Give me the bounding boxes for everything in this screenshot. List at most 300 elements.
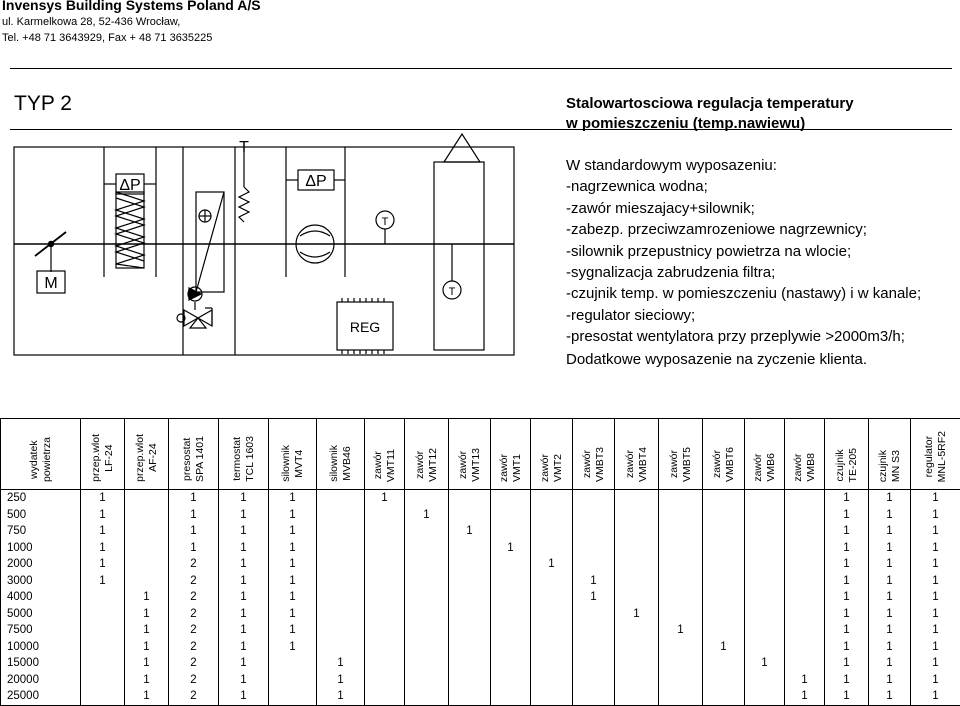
- quantity-cell: 1: [269, 556, 317, 573]
- quantity-cell: 2: [169, 622, 219, 639]
- quantity-cell: [703, 573, 745, 590]
- quantity-cell: 2: [169, 589, 219, 606]
- quantity-cell: 1: [169, 507, 219, 524]
- column-header-label: zawór VMB6: [752, 449, 778, 486]
- quantity-cell: [81, 655, 125, 672]
- quantity-cell: [615, 523, 659, 540]
- quantity-cell: [317, 573, 365, 590]
- description-line: -sygnalizacja zabrudzenia filtra;: [566, 262, 921, 283]
- quantity-cell: 1: [491, 540, 531, 557]
- quantity-cell: [659, 523, 703, 540]
- quantity-cell: 1: [869, 490, 911, 507]
- quantity-cell: [615, 622, 659, 639]
- quantity-cell: 1: [911, 606, 960, 623]
- quantity-cell: [745, 688, 785, 705]
- column-header: [745, 419, 785, 490]
- quantity-cell: [659, 573, 703, 590]
- quantity-cell: [531, 589, 573, 606]
- quantity-cell: [405, 490, 449, 507]
- quantity-cell: [615, 507, 659, 524]
- quantity-cell: [745, 589, 785, 606]
- frost-thermostat-label: T: [239, 139, 249, 156]
- quantity-cell: [531, 490, 573, 507]
- quantity-cell: 1: [81, 490, 125, 507]
- quantity-cell: 1: [219, 622, 269, 639]
- quantity-cell: 1: [825, 573, 869, 590]
- quantity-cell: [531, 540, 573, 557]
- quantity-cell: [491, 523, 531, 540]
- quantity-cell: [615, 655, 659, 672]
- column-header-label: silownik MVT4: [280, 441, 306, 486]
- quantity-cell: [785, 622, 825, 639]
- duct-sensor-label: T: [382, 216, 389, 228]
- quantity-cell: 1: [81, 540, 125, 557]
- quantity-cell: [659, 606, 703, 623]
- description-line: -regulator sieciowy;: [566, 305, 921, 326]
- quantity-cell: [703, 507, 745, 524]
- quantity-cell: 1: [269, 573, 317, 590]
- quantity-cell: [317, 606, 365, 623]
- quantity-cell: [317, 507, 365, 524]
- quantity-cell: [703, 622, 745, 639]
- quantity-cell: 1: [125, 655, 169, 672]
- column-header: [491, 419, 531, 490]
- hvac-schematic: [0, 132, 550, 372]
- column-header-label: wydatek powietrza: [28, 433, 54, 486]
- column-header-label: zawór VMT2: [539, 450, 565, 486]
- quantity-cell: 1: [125, 589, 169, 606]
- quantity-cell: 1: [703, 639, 745, 656]
- column-header-label: regulator MNL-5RF2: [923, 427, 949, 486]
- column-header: [825, 419, 869, 490]
- column-header: [317, 419, 365, 490]
- quantity-cell: [449, 672, 491, 689]
- quantity-cell: 1: [825, 606, 869, 623]
- quantity-cell: [703, 540, 745, 557]
- quantity-cell: 2: [169, 688, 219, 705]
- quantity-cell: 1: [785, 688, 825, 705]
- description-line: -zawór mieszajacy+silownik;: [566, 198, 921, 219]
- quantity-cell: 1: [659, 622, 703, 639]
- quantity-cell: [573, 606, 615, 623]
- airflow-cell: 250: [1, 490, 81, 507]
- column-header: [615, 419, 659, 490]
- quantity-cell: [785, 655, 825, 672]
- quantity-cell: 1: [125, 639, 169, 656]
- quantity-cell: [449, 589, 491, 606]
- description-line: -silownik przepustnicy powietrza na wlocie;: [566, 241, 921, 262]
- quantity-cell: [365, 672, 405, 689]
- column-header-label: przep.wlot AF-24: [134, 430, 160, 486]
- quantity-cell: [317, 490, 365, 507]
- quantity-cell: [81, 589, 125, 606]
- quantity-cell: [573, 490, 615, 507]
- column-header: [169, 419, 219, 490]
- table-row: [1, 523, 960, 540]
- table-row: [1, 606, 960, 623]
- fan-blade-2: [300, 252, 330, 257]
- quantity-cell: 1: [81, 523, 125, 540]
- quantity-cell: [659, 490, 703, 507]
- column-header: [703, 419, 745, 490]
- quantity-cell: [573, 540, 615, 557]
- quantity-cell: [703, 606, 745, 623]
- table-row: [1, 556, 960, 573]
- quantity-cell: [81, 639, 125, 656]
- table-row: [1, 573, 960, 590]
- table-row: [1, 490, 960, 507]
- table-row: [1, 655, 960, 672]
- quantity-cell: [659, 540, 703, 557]
- quantity-cell: [785, 606, 825, 623]
- quantity-cell: 2: [169, 655, 219, 672]
- quantity-cell: 1: [81, 507, 125, 524]
- quantity-cell: [125, 573, 169, 590]
- quantity-cell: [491, 589, 531, 606]
- quantity-cell: 1: [573, 589, 615, 606]
- quantity-cell: [659, 556, 703, 573]
- quantity-cell: 1: [125, 688, 169, 705]
- quantity-cell: 1: [825, 556, 869, 573]
- quantity-cell: [405, 589, 449, 606]
- subtitle-line-1: Stalowartosciowa regulacja temperatury: [566, 94, 854, 114]
- quantity-cell: [745, 556, 785, 573]
- quantity-cell: [405, 573, 449, 590]
- quantity-cell: [703, 589, 745, 606]
- column-header-label: zawór VMBT6: [711, 443, 737, 486]
- quantity-cell: 1: [219, 523, 269, 540]
- quantity-cell: [317, 523, 365, 540]
- quantity-cell: [491, 655, 531, 672]
- quantity-cell: [531, 622, 573, 639]
- quantity-cell: [365, 573, 405, 590]
- column-header: [1, 419, 81, 490]
- quantity-cell: [745, 490, 785, 507]
- column-header-label: termostat TCL 1603: [231, 432, 257, 486]
- quantity-cell: [365, 556, 405, 573]
- column-header: [81, 419, 125, 490]
- table-row: [1, 639, 960, 656]
- quantity-cell: 1: [269, 540, 317, 557]
- quantity-cell: 1: [911, 490, 960, 507]
- fan-blade-1: [300, 231, 330, 236]
- quantity-cell: 1: [911, 672, 960, 689]
- quantity-cell: [703, 490, 745, 507]
- quantity-cell: [531, 655, 573, 672]
- quantity-cell: [125, 507, 169, 524]
- quantity-cell: 1: [269, 606, 317, 623]
- column-header: [449, 419, 491, 490]
- column-header-label: zawór VMT12: [414, 444, 440, 486]
- quantity-cell: 2: [169, 672, 219, 689]
- quantity-cell: [745, 639, 785, 656]
- quantity-cell: [615, 540, 659, 557]
- quantity-cell: 1: [825, 622, 869, 639]
- quantity-cell: 1: [869, 639, 911, 656]
- quantity-cell: [449, 606, 491, 623]
- quantity-cell: 1: [219, 573, 269, 590]
- airflow-cell: 750: [1, 523, 81, 540]
- quantity-cell: 1: [869, 540, 911, 557]
- column-header: [125, 419, 169, 490]
- quantity-cell: [745, 540, 785, 557]
- quantity-cell: [573, 655, 615, 672]
- quantity-cell: [449, 556, 491, 573]
- description-line: -presostat wentylatora przy przeplywie >2000m3/h;: [566, 326, 921, 347]
- column-header: [659, 419, 703, 490]
- quantity-cell: [365, 523, 405, 540]
- airflow-cell: 4000: [1, 589, 81, 606]
- column-header: [365, 419, 405, 490]
- quantity-cell: [365, 540, 405, 557]
- quantity-cell: 1: [219, 490, 269, 507]
- quantity-cell: [659, 655, 703, 672]
- quantity-cell: [405, 688, 449, 705]
- quantity-cell: [491, 688, 531, 705]
- quantity-cell: 1: [785, 672, 825, 689]
- quantity-cell: [81, 622, 125, 639]
- quantity-cell: [491, 639, 531, 656]
- quantity-cell: 1: [869, 672, 911, 689]
- quantity-cell: 1: [825, 688, 869, 705]
- quantity-cell: [745, 523, 785, 540]
- quantity-cell: 1: [911, 523, 960, 540]
- airflow-cell: 10000: [1, 639, 81, 656]
- quantity-cell: [615, 589, 659, 606]
- quantity-cell: 1: [219, 540, 269, 557]
- quantity-cell: [125, 490, 169, 507]
- quantity-cell: 1: [911, 655, 960, 672]
- quantity-cell: 1: [317, 688, 365, 705]
- quantity-cell: 1: [911, 573, 960, 590]
- quantity-cell: [125, 540, 169, 557]
- quantity-cell: [405, 672, 449, 689]
- quantity-cell: [269, 655, 317, 672]
- quantity-cell: 1: [825, 507, 869, 524]
- quantity-cell: 1: [825, 639, 869, 656]
- quantity-cell: [785, 639, 825, 656]
- header-divider-top: [10, 68, 952, 69]
- quantity-cell: 1: [825, 655, 869, 672]
- table-row: [1, 672, 960, 689]
- quantity-cell: [745, 606, 785, 623]
- supply-outlet: [444, 134, 480, 162]
- schematic-frame: [14, 147, 514, 355]
- quantity-cell: [317, 589, 365, 606]
- quantity-cell: 1: [169, 523, 219, 540]
- quantity-cell: 1: [911, 688, 960, 705]
- valve-left: [184, 310, 198, 326]
- quantity-cell: 1: [911, 507, 960, 524]
- quantity-cell: [785, 540, 825, 557]
- quantity-cell: 1: [125, 672, 169, 689]
- quantity-cell: [659, 589, 703, 606]
- column-header-label: zawór VMBT5: [668, 443, 694, 486]
- quantity-cell: [573, 523, 615, 540]
- quantity-cell: 2: [169, 606, 219, 623]
- quantity-cell: [449, 507, 491, 524]
- quantity-cell: [531, 573, 573, 590]
- quantity-cell: [449, 639, 491, 656]
- quantity-cell: [491, 606, 531, 623]
- equipment-description: [566, 155, 921, 348]
- airflow-cell: 500: [1, 507, 81, 524]
- quantity-cell: [573, 672, 615, 689]
- quantity-cell: 1: [869, 655, 911, 672]
- quantity-cell: 1: [825, 490, 869, 507]
- quantity-cell: 1: [269, 523, 317, 540]
- quantity-cell: 1: [911, 556, 960, 573]
- quantity-cell: 1: [219, 606, 269, 623]
- column-header-label: zawór VMT13: [457, 444, 483, 486]
- quantity-cell: [125, 523, 169, 540]
- quantity-cell: [785, 507, 825, 524]
- quantity-cell: [531, 639, 573, 656]
- quantity-cell: [365, 622, 405, 639]
- quantity-cell: [449, 688, 491, 705]
- quantity-cell: 1: [745, 655, 785, 672]
- column-header-label: zawór VMT11: [372, 445, 398, 486]
- quantity-cell: 1: [825, 523, 869, 540]
- quantity-cell: 1: [219, 507, 269, 524]
- quantity-cell: [449, 490, 491, 507]
- column-header: [531, 419, 573, 490]
- quantity-cell: [531, 672, 573, 689]
- quantity-cell: [365, 688, 405, 705]
- quantity-cell: 1: [531, 556, 573, 573]
- column-header: [573, 419, 615, 490]
- description-line: -czujnik temp. w pomieszczeniu (nastawy) i w kanale;: [566, 283, 921, 304]
- quantity-cell: 2: [169, 639, 219, 656]
- table-row: [1, 622, 960, 639]
- column-header: [911, 419, 960, 490]
- quantity-cell: [785, 523, 825, 540]
- airflow-cell: 25000: [1, 688, 81, 705]
- table-row: [1, 688, 960, 705]
- airflow-cell: 1000: [1, 540, 81, 557]
- column-header-label: czujnik TE-205: [834, 444, 860, 486]
- quantity-cell: 1: [269, 639, 317, 656]
- valve-right: [198, 310, 212, 326]
- quantity-cell: [703, 523, 745, 540]
- quantity-cell: [573, 688, 615, 705]
- quantity-cell: [317, 639, 365, 656]
- quantity-cell: [785, 556, 825, 573]
- quantity-cell: [615, 573, 659, 590]
- table-row: [1, 540, 960, 557]
- quantity-cell: [615, 672, 659, 689]
- quantity-cell: 1: [869, 523, 911, 540]
- quantity-cell: [449, 622, 491, 639]
- room-box: [434, 162, 484, 350]
- quantity-cell: 1: [869, 589, 911, 606]
- quantity-cell: [449, 655, 491, 672]
- quantity-cell: 1: [269, 589, 317, 606]
- heater-coil-diagonal: [196, 192, 224, 292]
- quantity-cell: [703, 688, 745, 705]
- quantity-cell: [365, 507, 405, 524]
- dp-filter-label: ΔP: [119, 177, 140, 194]
- quantity-cell: [405, 540, 449, 557]
- table-row: [1, 507, 960, 524]
- column-header: [405, 419, 449, 490]
- quantity-cell: [81, 672, 125, 689]
- airflow-cell: 15000: [1, 655, 81, 672]
- quantity-cell: 1: [825, 589, 869, 606]
- quantity-cell: 1: [911, 540, 960, 557]
- quantity-cell: 1: [869, 507, 911, 524]
- quantity-cell: [405, 655, 449, 672]
- quantity-cell: [615, 556, 659, 573]
- quantity-cell: [785, 589, 825, 606]
- column-header-label: presostat SPA 1401: [181, 432, 207, 486]
- quantity-cell: [317, 556, 365, 573]
- quantity-cell: [365, 655, 405, 672]
- quantity-cell: [573, 622, 615, 639]
- quantity-cell: 1: [269, 490, 317, 507]
- quantity-cell: [405, 606, 449, 623]
- quantity-cell: 1: [219, 655, 269, 672]
- quantity-cell: [491, 672, 531, 689]
- quantity-cell: [703, 672, 745, 689]
- quantity-cell: 1: [365, 490, 405, 507]
- pump-triangle: [189, 288, 201, 300]
- column-header-label: zawór VMB8: [792, 449, 818, 486]
- quantity-cell: [491, 556, 531, 573]
- quantity-cell: 1: [573, 573, 615, 590]
- airflow-cell: 20000: [1, 672, 81, 689]
- airflow-cell: 7500: [1, 622, 81, 639]
- quantity-cell: [449, 540, 491, 557]
- quantity-cell: 1: [219, 688, 269, 705]
- column-header-label: zawór VMT1: [498, 450, 524, 486]
- column-header-label: czujnik MN S3: [877, 446, 903, 486]
- description-line: -zabezp. przeciwzamrozeniowe nagrzewnicy;: [566, 219, 921, 240]
- quantity-cell: 1: [911, 622, 960, 639]
- frost-thermostat-coil: [239, 187, 249, 222]
- quantity-cell: 2: [169, 556, 219, 573]
- room-sensor-label: T: [449, 286, 456, 298]
- quantity-cell: [317, 622, 365, 639]
- quantity-cell: 1: [869, 622, 911, 639]
- quantity-cell: [269, 672, 317, 689]
- quantity-cell: [491, 573, 531, 590]
- quantity-cell: 1: [825, 672, 869, 689]
- quantity-cell: [785, 573, 825, 590]
- quantity-cell: [125, 556, 169, 573]
- quantity-cell: [491, 507, 531, 524]
- column-header-label: silownik MVB46: [328, 441, 354, 486]
- quantity-cell: 1: [869, 573, 911, 590]
- quantity-cell: [81, 606, 125, 623]
- quantity-cell: 1: [219, 556, 269, 573]
- quantity-cell: 1: [269, 622, 317, 639]
- quantity-cell: 1: [81, 556, 125, 573]
- quantity-cell: [531, 606, 573, 623]
- table-row: [1, 589, 960, 606]
- quantity-cell: [531, 688, 573, 705]
- quantity-cell: [405, 556, 449, 573]
- quantity-cell: [81, 688, 125, 705]
- quantity-cell: [703, 655, 745, 672]
- quantity-cell: 1: [219, 672, 269, 689]
- quantity-cell: 1: [825, 540, 869, 557]
- quantity-cell: [745, 622, 785, 639]
- quantity-cell: [659, 672, 703, 689]
- quantity-cell: [659, 688, 703, 705]
- quantity-cell: 1: [615, 606, 659, 623]
- quantity-cell: 1: [911, 639, 960, 656]
